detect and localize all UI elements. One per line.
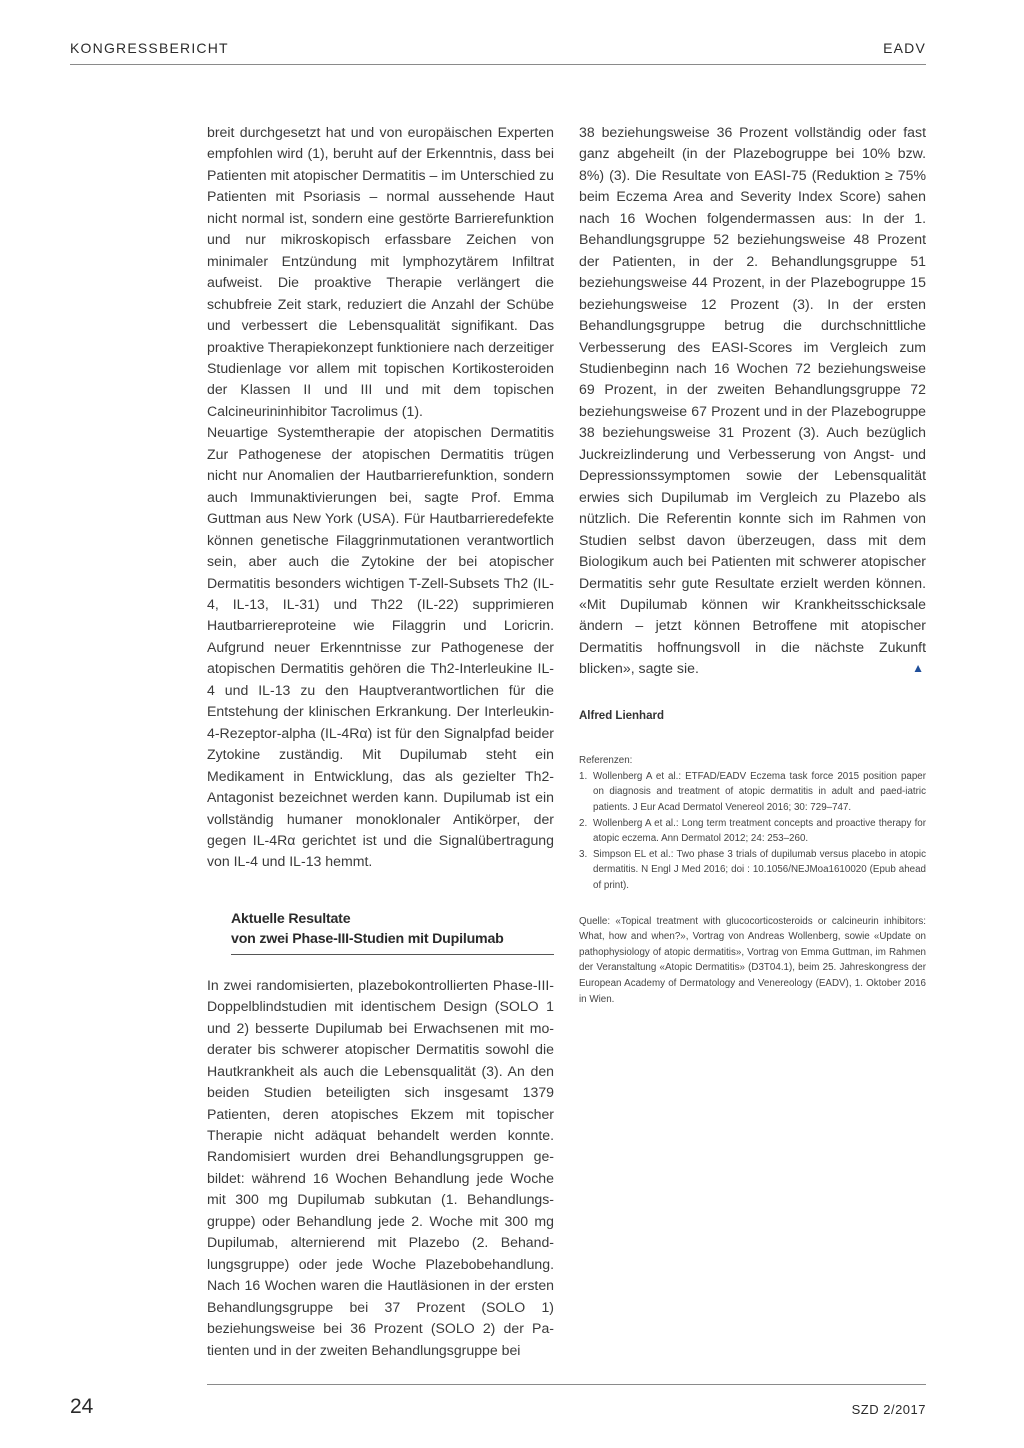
running-header-section: KONGRESSBERICHT	[70, 40, 229, 56]
section-subheading	[231, 909, 554, 955]
reference-number: 3.	[579, 848, 588, 860]
journal-issue: SZD 2/2017	[851, 1402, 926, 1417]
body-paragraph-text: 38 beziehungsweise 36 Prozent vollständig oder fast ganz abgeheilt (in der Plazebogruppe bei 10% bzw. 8%) (3). Die Resultate von EASI-75 (Reduktion ≥ 75% beim Eczema Area and Severity Index Score) sahen nach 16 Wochen folgendermassen aus: In der 1. Behandlungsgruppe 52 beziehungsweise 48 Prozent der Patienten, in der 2. Behandlungsgruppe 51 beziehungsweise 44 Prozent, in der Plazebogruppe 15 beziehungsweise 12 Prozent (3). In der ersten Behandlungsgruppe betrug die durchschnittliche Verbesserung des EASI-Scores im Vergleich zum Studienbeginn nach 16 Wochen 72 beziehungsweise 69 Prozent, in der zweiten Behandlungsgruppe 72 beziehungsweise 67 Prozent und in der Plazebogruppe 38 beziehungsweise 31 Prozent (3). Auch bezüglich Juckreizlinderung und Verbesserung von Angst- und Depressionssymptomen sowie der Lebensqualität erwies sich Dupilumab im Vergleich zu Plazebo als nützlich. Die Referentin konnte sich im Rahmen von Studien selbst davon überzeugen, dass mit dem Biologikum auch bei Patienten mit schwerer atopischer Dermatitis sehr gute Resultate erzielt werden können. «Mit Dupilumab können wir Krankheitsschicksale ändern – jetzt können Betroffene mit atopischer Dermatitis hoffnungsvoll in die nächste Zukunft blicken», sagte sie.	[579, 124, 926, 677]
running-header-event: EADV	[883, 40, 926, 56]
left-column	[207, 122, 554, 1361]
body-paragraph: In zwei randomisierten, plazebokontrollierten Phase-III-Doppelblindstudien mit identischem Design (SOLO 1 und 2) besserte Dupilumab bei Erwachsenen mit moderater bis schwerer atopischer Dermatitis sowohl die Hautkrankheit als auch die Lebensqualität (3). An den beiden Studien beteiligten sich insgesamt 1379 Patienten, deren atopisches Ekzem mit topischer Therapie nicht adäquat behandelt werden konnte. Randomisiert wurden drei Behandlungsgruppen gebildet: während 16 Wochen Behandlung jede Woche mit 300 mg Dupilumab subkutan (1. Behandlungsgruppe) oder Behandlung jede 2. Woche mit 300 mg Dupilumab, alternierend mit Plazebo (2. Behandlungsgruppe) oder jede Woche Plazebobehandlung. Nach 16 Wochen waren die Hautläsionen in der ersten Behandlungsgruppe bei 37 Prozent (SOLO 1) beziehungsweise bei 36 Prozent (SOLO 2) der Patienten und in der zweiten Behandlungsgruppe bei	[207, 976, 554, 1358]
end-of-article-icon: ▲	[912, 661, 924, 676]
reference-number: 2.	[579, 817, 588, 829]
footer-rule	[207, 1384, 926, 1385]
reference-text: Wollenberg A et al.: Long term treatment concepts and proactive therapy for atopic eczema. Ann Dermatol 2012; 24: 253–260.	[593, 817, 926, 845]
reference-text: Wollenberg A et al.: ETFAD/EADV Eczema task force 2015 position paper on diagnosis and treatment of atopic dermatitis in adult and paed-iatric patients. J Eur Acad Dermatol Venereol 2016; 30: 729–747.	[593, 770, 926, 814]
body-paragraph	[579, 122, 926, 680]
references-title: Referenzen:	[579, 755, 633, 767]
reference-number: 1.	[579, 770, 588, 782]
page-number: 24	[70, 1395, 94, 1418]
reference-text: Simpson EL et al.: Two phase 3 trials of dupilumab versus placebo in atopic dermatitis. N Engl J Med 2016; doi : 10.1056/NEJMoa1610020 (Epub ahead of print).	[593, 848, 926, 891]
subheading-line: Aktuelle Resultate	[231, 910, 351, 927]
body-paragraph: breit durchgesetzt hat und von europäischen Experten empfohlen wird (1), beruht auf der Erkenntnis, dass bei Patienten mit atopischer Dermatitis – im Unterschied zu Patienten mit Psoriasis – normal aussehende Haut nicht normal ist, sondern eine gestörte Barrierefunktion und nur mikroskopisch erfassbare Zeichen von minimaler Entzündung mit lymphozytärem Infiltrat aufweist. Die proaktive Therapie verlängert die schubfreie Zeit stark, reduziert die Anzahl der Schübe und verbessert die Lebensqualität signifikant. Das proaktive Therapiekonzept funktioniere nach derzeitiger Studienlage vor allem mit topischen Kortikosteroiden der Klassen II und III und mit dem topischen Calcineurininhibitor Tacrolimus (1).	[207, 124, 555, 419]
reference-item	[579, 816, 926, 847]
reference-item	[579, 847, 926, 894]
subheading-line: von zwei Phase-III-Studien mit Dupilumab	[231, 930, 504, 947]
author-name: Alfred Lienhard	[579, 709, 664, 722]
header-rule	[70, 64, 926, 65]
reference-item	[579, 769, 926, 816]
references	[579, 753, 926, 893]
body-paragraph: Neuartige Systemtherapie der atopischen Dermatitis Zur Pathogenese der atopischen Dermatitis trügen nicht nur Anomalien der Hautbarrierefunktion, sondern auch Immunaktivierungen bei, sagte Prof. Emma Guttman aus New York (USA). Für Hautbarrieredefekte können genetische Filaggrinmutationen verantwortlich sein, aber auch die Zytokine der bei atopischer Dermatitis besonders wichtigen T-Zell-Subsets Th2 (IL-4, IL-13, IL-31) und Th22 (IL-22) supprimieren Hautbarriereproteine wie Filaggrin und Loricrin. Aufgrund neuer Erkenntnisse zur Pathogenese der atopischen Dermatitis gehören die Th2-Interleukine IL-4 und IL-13 zu den Hauptverantwortlichen für die Entstehung der klinischen Erkrankung. Der Interleukin-4-Rezeptor-alpha (IL-4Rα) ist für den Signalpfad beider Zytokine zuständig. Mit Dupilumab steht ein Medikament in Entwicklung, das als gezielter Th2-Antagonist bezeichnet werden kann. Dupilumab ist ein vollständig humaner monoklonaler Antikörper, der gegen IL-4Rα gerichtet ist und die Signalübertragung von IL-4 und IL-13 hemmt.	[207, 424, 554, 870]
right-column	[579, 122, 926, 1007]
references-list	[579, 769, 926, 894]
source-note: Quelle: «Topical treatment with glucocorticosteroids or calcineurin inhibitors: What, how and when?», Vortrag von Andreas Wollenberg, sowie «Update on pathophysiology of atopic dermatitis», Vortrag von Emma Guttman, im Rahmen der Veranstaltung «Atopic Dermatitis» (D3T04.1), beim 25. Jahreskongress der European Academy of Dermatology and Venereology (EADV), 1. Oktober 2016 in Wien.	[579, 915, 926, 1005]
